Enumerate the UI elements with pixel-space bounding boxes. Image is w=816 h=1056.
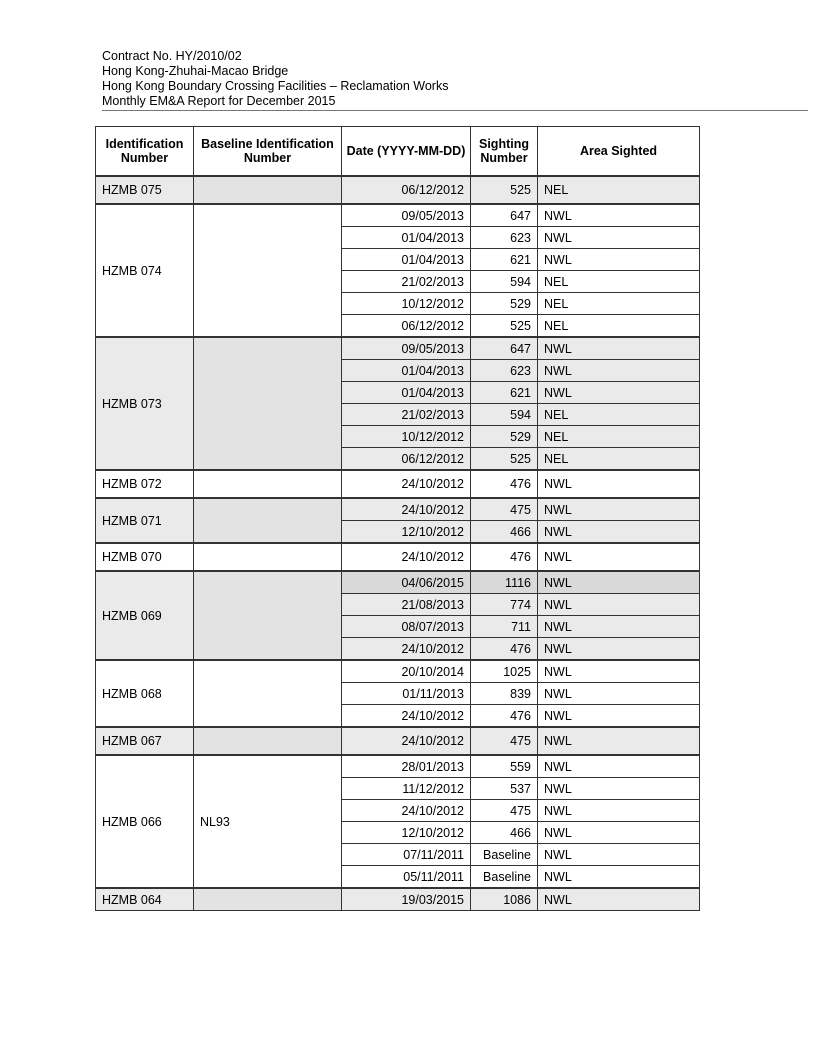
area-sighted-cell: NEL xyxy=(538,404,700,426)
identification-number-cell: HZMB 073 xyxy=(96,337,194,470)
baseline-id-cell xyxy=(194,660,342,727)
baseline-id-cell xyxy=(194,888,342,911)
area-sighted-cell: NEL xyxy=(538,293,700,315)
identification-number-cell: HZMB 067 xyxy=(96,727,194,755)
area-sighted-cell: NWL xyxy=(538,822,700,844)
table-row xyxy=(96,888,700,911)
area-sighted-cell: NWL xyxy=(538,543,700,571)
sighting-number-cell: 559 xyxy=(471,755,538,778)
date-cell: 24/10/2012 xyxy=(342,705,471,728)
identification-number-cell: HZMB 068 xyxy=(96,660,194,727)
sighting-number-cell: 594 xyxy=(471,271,538,293)
date-cell: 20/10/2014 xyxy=(342,660,471,683)
area-sighted-cell: NWL xyxy=(538,382,700,404)
header-baseline-id: Baseline Identification Number xyxy=(194,127,342,177)
date-cell: 06/12/2012 xyxy=(342,176,471,204)
sighting-number-cell: 476 xyxy=(471,470,538,498)
area-sighted-cell: NEL xyxy=(538,426,700,448)
table-row xyxy=(96,543,700,571)
area-sighted-cell: NWL xyxy=(538,204,700,227)
date-cell: 24/10/2012 xyxy=(342,800,471,822)
sighting-number-cell: 475 xyxy=(471,498,538,521)
identification-number-cell: HZMB 074 xyxy=(96,204,194,337)
sighting-number-cell: Baseline xyxy=(471,866,538,889)
sighting-number-cell: 529 xyxy=(471,293,538,315)
date-cell: 05/11/2011 xyxy=(342,866,471,889)
area-sighted-cell: NWL xyxy=(538,249,700,271)
date-cell: 04/06/2015 xyxy=(342,571,471,594)
project-name: Hong Kong-Zhuhai-Macao Bridge xyxy=(102,64,289,78)
table-row xyxy=(96,755,700,778)
table-header-row xyxy=(96,127,700,177)
date-cell: 24/10/2012 xyxy=(342,638,471,661)
date-cell: 21/08/2013 xyxy=(342,594,471,616)
table-row xyxy=(96,470,700,498)
date-cell: 08/07/2013 xyxy=(342,616,471,638)
area-sighted-cell: NWL xyxy=(538,227,700,249)
identification-number-cell: HZMB 064 xyxy=(96,888,194,911)
table-row xyxy=(96,204,700,227)
sighting-number-cell: 774 xyxy=(471,594,538,616)
date-cell: 21/02/2013 xyxy=(342,271,471,293)
date-cell: 10/12/2012 xyxy=(342,293,471,315)
area-sighted-cell: NWL xyxy=(538,337,700,360)
table-row xyxy=(96,727,700,755)
date-cell: 01/04/2013 xyxy=(342,249,471,271)
area-sighted-cell: NWL xyxy=(538,660,700,683)
identification-number-cell: HZMB 069 xyxy=(96,571,194,660)
table-body xyxy=(96,176,700,911)
date-cell: 21/02/2013 xyxy=(342,404,471,426)
baseline-id-cell xyxy=(194,470,342,498)
date-cell: 24/10/2012 xyxy=(342,498,471,521)
area-sighted-cell: NEL xyxy=(538,448,700,471)
date-cell: 24/10/2012 xyxy=(342,727,471,755)
date-cell: 01/04/2013 xyxy=(342,382,471,404)
sighting-number-cell: 476 xyxy=(471,638,538,661)
area-sighted-cell: NWL xyxy=(538,594,700,616)
date-cell: 12/10/2012 xyxy=(342,521,471,544)
sighting-number-cell: 839 xyxy=(471,683,538,705)
contract-number: Contract No. HY/2010/02 xyxy=(102,49,242,63)
sighting-number-cell: 529 xyxy=(471,426,538,448)
sighting-number-cell: 476 xyxy=(471,705,538,728)
sighting-number-cell: 537 xyxy=(471,778,538,800)
report-header xyxy=(102,49,808,109)
project-subtitle: Hong Kong Boundary Crossing Facilities – Reclamation Works xyxy=(102,79,449,93)
table-row xyxy=(96,660,700,683)
date-cell: 10/12/2012 xyxy=(342,426,471,448)
area-sighted-cell: NWL xyxy=(538,800,700,822)
sighting-number-cell: 647 xyxy=(471,204,538,227)
area-sighted-cell: NWL xyxy=(538,616,700,638)
header-divider xyxy=(102,110,808,111)
area-sighted-cell: NEL xyxy=(538,176,700,204)
date-cell: 06/12/2012 xyxy=(342,315,471,338)
date-cell: 11/12/2012 xyxy=(342,778,471,800)
area-sighted-cell: NWL xyxy=(538,844,700,866)
date-cell: 01/04/2013 xyxy=(342,227,471,249)
sighting-number-cell: 525 xyxy=(471,315,538,338)
sighting-number-cell: 525 xyxy=(471,176,538,204)
baseline-id-cell xyxy=(194,727,342,755)
identification-number-cell: HZMB 071 xyxy=(96,498,194,543)
date-cell: 24/10/2012 xyxy=(342,543,471,571)
area-sighted-cell: NWL xyxy=(538,638,700,661)
area-sighted-cell: NWL xyxy=(538,755,700,778)
sighting-number-cell: 711 xyxy=(471,616,538,638)
sighting-number-cell: 623 xyxy=(471,227,538,249)
identification-number-cell: HZMB 072 xyxy=(96,470,194,498)
date-cell: 12/10/2012 xyxy=(342,822,471,844)
date-cell: 09/05/2013 xyxy=(342,337,471,360)
area-sighted-cell: NWL xyxy=(538,866,700,889)
area-sighted-cell: NWL xyxy=(538,470,700,498)
identification-number-cell: HZMB 070 xyxy=(96,543,194,571)
baseline-id-cell xyxy=(194,571,342,660)
date-cell: 19/03/2015 xyxy=(342,888,471,911)
area-sighted-cell: NWL xyxy=(538,571,700,594)
date-cell: 28/01/2013 xyxy=(342,755,471,778)
date-cell: 01/11/2013 xyxy=(342,683,471,705)
area-sighted-cell: NWL xyxy=(538,683,700,705)
header-identification-number: Identification Number xyxy=(96,127,194,177)
sighting-number-cell: 525 xyxy=(471,448,538,471)
header-date: Date (YYYY-MM-DD) xyxy=(342,127,471,177)
sighting-number-cell: 1116 xyxy=(471,571,538,594)
sighting-number-cell: 1086 xyxy=(471,888,538,911)
date-cell: 24/10/2012 xyxy=(342,470,471,498)
area-sighted-cell: NWL xyxy=(538,888,700,911)
sighting-number-cell: 623 xyxy=(471,360,538,382)
sighting-number-cell: 475 xyxy=(471,727,538,755)
identification-number-cell: HZMB 075 xyxy=(96,176,194,204)
sighting-number-cell: 1025 xyxy=(471,660,538,683)
date-cell: 06/12/2012 xyxy=(342,448,471,471)
area-sighted-cell: NEL xyxy=(538,271,700,293)
baseline-id-cell xyxy=(194,204,342,337)
area-sighted-cell: NWL xyxy=(538,778,700,800)
area-sighted-cell: NWL xyxy=(538,521,700,544)
sighting-number-cell: Baseline xyxy=(471,844,538,866)
header-area-sighted: Area Sighted xyxy=(538,127,700,177)
baseline-id-cell xyxy=(194,543,342,571)
baseline-id-cell: NL93 xyxy=(194,755,342,888)
sighting-number-cell: 621 xyxy=(471,249,538,271)
header-sighting-number: Sighting Number xyxy=(471,127,538,177)
baseline-id-cell xyxy=(194,498,342,543)
sighting-number-cell: 476 xyxy=(471,543,538,571)
area-sighted-cell: NEL xyxy=(538,315,700,338)
table-row xyxy=(96,571,700,594)
table-row xyxy=(96,176,700,204)
sighting-number-cell: 466 xyxy=(471,822,538,844)
sighting-number-cell: 466 xyxy=(471,521,538,544)
date-cell: 09/05/2013 xyxy=(342,204,471,227)
table-row xyxy=(96,498,700,521)
identification-number-cell: HZMB 066 xyxy=(96,755,194,888)
sightings-table xyxy=(95,126,700,911)
sighting-number-cell: 475 xyxy=(471,800,538,822)
baseline-id-cell xyxy=(194,176,342,204)
sighting-number-cell: 621 xyxy=(471,382,538,404)
baseline-id-cell xyxy=(194,337,342,470)
area-sighted-cell: NWL xyxy=(538,705,700,728)
date-cell: 07/11/2011 xyxy=(342,844,471,866)
area-sighted-cell: NWL xyxy=(538,360,700,382)
date-cell: 01/04/2013 xyxy=(342,360,471,382)
sighting-number-cell: 647 xyxy=(471,337,538,360)
area-sighted-cell: NWL xyxy=(538,727,700,755)
area-sighted-cell: NWL xyxy=(538,498,700,521)
sighting-number-cell: 594 xyxy=(471,404,538,426)
report-title: Monthly EM&A Report for December 2015 xyxy=(102,94,336,108)
table-row xyxy=(96,337,700,360)
